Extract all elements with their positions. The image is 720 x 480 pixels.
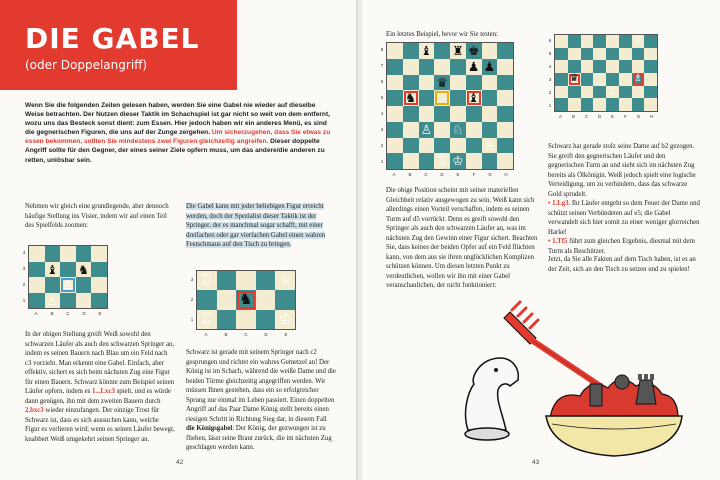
file-label: A: [204, 332, 208, 337]
col2-highlight-text: [186, 202, 336, 250]
board-square: [482, 75, 498, 91]
board-square: [606, 48, 619, 61]
board-square: [568, 60, 581, 73]
chapter-subtitle: (oder Doppelangriff): [25, 58, 148, 72]
white-rook-piece: ♖: [199, 309, 214, 328]
board-1-rank-labels: [21, 245, 27, 309]
r-col1-top-text: Ein letztes Beispiel, bevor wir Sie testen:: [386, 31, 498, 38]
intro-paragraph: [25, 101, 335, 165]
board-square: [593, 60, 606, 73]
file-label: C: [584, 114, 589, 119]
board-square: [76, 277, 92, 293]
left-page: [0, 0, 358, 480]
black-queen-piece: ♛: [436, 74, 448, 90]
rank-label: 1: [548, 102, 552, 108]
board-square: [497, 75, 513, 91]
board-square: [387, 59, 403, 75]
board-square: [256, 271, 276, 290]
file-label: G: [636, 114, 641, 119]
move-lg3: • 1.Lg3.: [548, 200, 571, 208]
board-square: [403, 153, 419, 169]
board-square: [466, 122, 482, 138]
col1-bottom-text-a: In der obigen Stellung greift Weiß sowohl den schwarzen Läufer als auch den schwarzen Springer an, indem es seinen Bauern nach Blau um ein Feld nach c3 vorzieht. Man erkennt eine Gabel. Einfach, aber effektiv, sichert es sich beim nächsten Zug eine Figur für einen Bauern. Schwarz könnte zum Beispiel seinen Läufer opfern, indem es: [25, 331, 175, 396]
board-square: [619, 98, 632, 111]
rank-label: 3: [380, 127, 384, 132]
file-label: B: [571, 114, 575, 119]
white-king-piece: ♔: [278, 309, 293, 328]
board-square: [497, 43, 513, 59]
file-label: C: [424, 172, 428, 177]
intro-text-1: Wenn Sie die folgenden Zeilen gelesen haben, werden Sie eine Gabel nie wieder auf dieselbe Weise betrachten. Der Nutzen dieser Taktik im Schachspiel ist gar nicht so weit von dem entfernt, wozu uns das Besteck sonst dient: zum Essen. Hier jedoch haben wir ein anderes Menü, es sind die gegnerischen Figuren, die uns auf der Zunge zergehen.: [25, 102, 330, 137]
black-king-piece: ♚: [467, 43, 480, 58]
white-rook-piece: ♖: [607, 85, 617, 97]
col2-bottom-text-b: : Der König, der gezwungen ist zu fliehen, lässt seine Braut zurück, die im nächsten Zug geschlagen werden kann.: [186, 425, 332, 452]
board-square: [91, 277, 107, 293]
board-square: [434, 43, 450, 59]
board-square: [434, 122, 450, 138]
board-square: [450, 75, 466, 91]
board-square: [256, 310, 276, 329]
rank-label: 2: [190, 297, 194, 302]
file-label: E: [284, 332, 288, 337]
r-col1-bottom-text: Die obige Position scheint mit seiner materiellen Gleichheit relativ ausgewogen zu sein. Weiß kann sich allerdings einen Vorteil verschaffen, indem es seinen Turm auf d5 vorrückt. Denn es greift sowohl den Springer als auch den schwarzen Läufer an, was im nächsten Zug den Gewinn einer Figur sichert. Beachten Sie, dass keines der beiden Opfer auf ein Feld flüchten kann, von dem aus sie ihren unglücklichen Komplizen schützen können. Um diesen letzten Punkt zu verdeutlichen, wollen wir ihn mit einer Gabel veranschaulichen, der nicht funktioniert:: [386, 187, 538, 290]
board-square: [619, 48, 632, 61]
board-square: [644, 73, 657, 86]
board-square: [450, 90, 466, 106]
rank-label: 6: [548, 37, 552, 43]
board-square: [217, 290, 237, 309]
file-label: A: [34, 311, 38, 316]
r-col2-text-a: Schwarz hat gerade stolz seine Dame auf b2 gezogen. Sie greift den gegnerischen Läufer und den gegnerischen Turm an und sieht sich im nächsten Zug bereits als Ölkönigin. Weiß jedoch spielt eine logische Verteidigung, um zu verhindern, dass das schwarze Gold sprudelt.: [548, 143, 696, 198]
intro-text-red: Um sicherzugehen, dass Sie etwas zu essen bekommen, sollten Sie mindestens zwei Figuren gleichzeitig angreifen.: [25, 129, 331, 146]
rank-label: 4: [548, 63, 552, 69]
white-king-piece: ♔: [452, 153, 464, 169]
highlight-square: [435, 91, 449, 105]
page-number-left: 42: [176, 459, 184, 466]
board-square: [76, 246, 92, 262]
board-square: [419, 138, 435, 154]
board-square: [466, 138, 482, 154]
board-square: [632, 48, 645, 61]
chessboard-1: [28, 245, 108, 309]
board-square: [29, 262, 45, 278]
file-label: H: [504, 172, 508, 177]
board-square: [387, 106, 403, 122]
board-square: [619, 60, 632, 73]
board-square: [555, 48, 568, 61]
board-square: [60, 246, 76, 262]
board-square: [91, 293, 107, 309]
board-square: [387, 75, 403, 91]
rank-label: 5: [380, 95, 384, 100]
board-square: [450, 59, 466, 75]
black-bishop-piece: ♝: [420, 43, 433, 58]
move-lxc3: 1...Lxc3: [92, 388, 115, 396]
board-square: [60, 262, 76, 278]
board-4-rank-labels: [547, 34, 553, 112]
board-square: [482, 90, 498, 106]
file-label: H: [649, 114, 654, 119]
board-square: [497, 90, 513, 106]
board-square: [419, 153, 435, 169]
board-square: [387, 43, 403, 59]
board-square: [581, 98, 594, 111]
page-number-right: 43: [532, 459, 540, 466]
board-square: [29, 293, 45, 309]
file-label: B: [50, 311, 54, 316]
col2-bottom-text-a: Schwarz ist gerade mit seinem Springer nach c2 gesprungen und richtet ein wahres Gemetzel an! Der König ist im Schach, während die weiße Dame und die beiden Türme gleichzeitig angegriffen werden. Wir müssen Ihnen gestehen, dass ein so erfolgreicher Sprung nur einmal im Leben passiert. Einen doppelten Angriff auf das Paar Dame König stellt bereits einen riesigen Schritt in Richtung Sieg dar, in diesem Fall: [186, 349, 336, 423]
board-square: [45, 277, 61, 293]
move-tf5: • 1.Tf5: [548, 238, 568, 246]
board-square: [568, 98, 581, 111]
r-col2-text-c: führt zum gleichen Ergebnis, diesmal mit dem Turm als Beschützer.: [548, 238, 695, 255]
board-square: [387, 138, 403, 154]
board-3-file-labels: [386, 172, 514, 179]
right-page: [362, 0, 720, 480]
board-square: [217, 271, 237, 290]
white-queen-piece: ♕: [278, 271, 293, 289]
board-square: [482, 153, 498, 169]
board-square: [497, 122, 513, 138]
board-square: [555, 60, 568, 73]
board-square: [619, 35, 632, 48]
rank-label: 8: [380, 47, 384, 52]
r-col2-end-text: Jetzt, da Sie alle Fakten auf dem Tisch haben, ist es an der Zeit, sich an den Tisch zu setzen und zu spielen!: [548, 256, 696, 273]
col1-bottom-text-b: spielt, und es würde dann genügen, ihn mit dem zweiten Bauern durch: [25, 388, 171, 405]
board-square: [466, 153, 482, 169]
board-square: [497, 59, 513, 75]
board-square: [419, 59, 435, 75]
r-col2-text-b: Ihr Läufer entgeht so dem Feuer der Dame und schützt seinen Verbündeten auf e5; die Gabel verwandelt sich hier somit zu einer weniger glorreichen Harke!: [548, 200, 700, 236]
col1-bottom-text-c: wieder einzufangen. Der einzige Trost für Schwarz ist, dass es sich aussuchen kann, welche Figur es verlieren wird; wenn es seinen Läufer bewegt, knabbert Weiß umgekehrt seinen Springer an.: [25, 407, 175, 443]
board-1-file-labels: [28, 311, 108, 318]
board-square: [497, 153, 513, 169]
black-pawn-piece: ♟: [467, 58, 480, 74]
board-square: [60, 293, 76, 309]
board-square: [593, 73, 606, 86]
board-square: [606, 98, 619, 111]
white-bishop-piece: ♗: [633, 73, 643, 84]
board-square: [45, 246, 61, 262]
board-square: [450, 106, 466, 122]
rank-label: 3: [548, 76, 552, 82]
file-label: A: [558, 114, 562, 119]
board-square: [403, 122, 419, 138]
white-knight-piece: ♘: [452, 121, 464, 137]
board-square: [644, 60, 657, 73]
board-square: [581, 35, 594, 48]
rank-label: 2: [380, 143, 384, 148]
board-square: [387, 90, 403, 106]
board-square: [236, 271, 256, 290]
file-label: D: [82, 311, 86, 316]
board-square: [275, 290, 295, 309]
black-queen-piece: ♛: [569, 73, 579, 84]
board-square: [644, 35, 657, 48]
white-rook-piece: ♖: [633, 35, 643, 46]
board-square: [593, 48, 606, 61]
col2-bottom-text: [186, 348, 336, 453]
board-square: [434, 138, 450, 154]
board-square: [644, 48, 657, 61]
rank-label: 1: [380, 159, 384, 164]
black-pawn-piece: ♟: [483, 58, 496, 74]
board-square: [434, 106, 450, 122]
board-square: [568, 48, 581, 61]
white-pawn-piece: ♙: [62, 277, 74, 292]
board-square: [632, 98, 645, 111]
r-col2-text: [548, 142, 700, 256]
board-square: [632, 86, 645, 99]
board-square: [76, 293, 92, 309]
fork-bowl-illustration: [440, 300, 690, 460]
black-knight-piece: ♞: [78, 261, 90, 277]
black-bishop-piece: ♝: [46, 261, 58, 277]
board-square: [29, 246, 45, 262]
file-label: D: [597, 114, 602, 119]
black-knight-piece: ♞: [239, 290, 253, 309]
white-pawn-piece: ♙: [46, 292, 58, 308]
board-square: [466, 106, 482, 122]
bowl-icon: [546, 374, 682, 456]
file-label: B: [408, 172, 412, 177]
board-square: [606, 35, 619, 48]
file-label: C: [66, 311, 70, 316]
board-square: [403, 75, 419, 91]
board-square: [644, 98, 657, 111]
board-square: [555, 35, 568, 48]
board-square: [581, 48, 594, 61]
intro-text-2: Dieser doppelte Angriff sollte für den Gegner, der eines seiner Ziele opfern muss, um das andere/die anderen zu retten, unlösbar sein.: [25, 138, 325, 164]
chessboard-2: [196, 270, 296, 330]
board-square: [632, 60, 645, 73]
board-square: [197, 290, 217, 309]
rank-label: 5: [548, 50, 552, 56]
chessboard-3: [386, 42, 514, 170]
board-square: [568, 86, 581, 99]
rank-label: 1: [190, 317, 194, 322]
board-square: [555, 86, 568, 99]
board-square: [619, 73, 632, 86]
board-square: [482, 43, 498, 59]
board-square: [593, 98, 606, 111]
white-rook-piece: ♖: [436, 153, 448, 169]
board-4-file-labels: [554, 114, 658, 121]
rank-label: 4: [380, 111, 384, 116]
board-square: [593, 86, 606, 99]
file-label: E: [610, 114, 614, 119]
board-3-rank-labels: [379, 42, 385, 170]
file-label: D: [264, 332, 268, 337]
file-label: C: [244, 332, 248, 337]
move-bxc3: 2.bxc3: [25, 407, 44, 415]
file-label: B: [224, 332, 228, 337]
col1-bottom-text: [25, 330, 175, 444]
file-label: E: [98, 311, 102, 316]
board-square: [419, 75, 435, 91]
board-square: [482, 106, 498, 122]
board-2-rank-labels: [189, 270, 195, 330]
file-label: A: [392, 172, 396, 177]
board-square: [387, 122, 403, 138]
black-rook-piece: ♜: [452, 43, 464, 58]
title-banner: [0, 0, 237, 90]
board-square: [482, 122, 498, 138]
file-label: G: [488, 172, 492, 177]
file-label: F: [624, 114, 627, 119]
board-square: [450, 138, 466, 154]
board-square: [497, 138, 513, 154]
board-square: [555, 98, 568, 111]
white-pawn-piece: ♙: [420, 121, 433, 137]
board-square: [29, 277, 45, 293]
board-square: [581, 86, 594, 99]
board-square: [403, 106, 419, 122]
white-rook-piece: ♖: [199, 271, 214, 289]
board-square: [419, 106, 435, 122]
rank-label: 2: [548, 89, 552, 95]
board-square: [387, 153, 403, 169]
file-label: E: [456, 172, 460, 177]
board-square: [91, 262, 107, 278]
board-square: [644, 86, 657, 99]
board-square: [568, 35, 581, 48]
black-bishop-piece: ♝: [467, 90, 480, 106]
board-square: [403, 138, 419, 154]
highlighted-paragraph: Die Gabel kann mit jeder beliebigen Figur erreicht werden, doch der Spezialist dieser Taktik ist der Springer, der es manchmal sogar schafft, mit einer dreifachen oder gar vierfachen Gabel einen wahren Festschmaus auf den Tisch zu bringen.: [186, 203, 326, 249]
chessboard-4: [554, 34, 658, 112]
rank-label: 1: [22, 298, 26, 303]
board-square: [497, 106, 513, 122]
chapter-title: DIE GABEL: [25, 22, 200, 55]
file-label: F: [472, 172, 476, 177]
white-knight-icon: [465, 358, 518, 440]
board-square: [555, 73, 568, 86]
board-square: [403, 43, 419, 59]
board-square: [236, 310, 256, 329]
board-square: [606, 73, 619, 86]
rank-label: 4: [22, 250, 26, 255]
rank-label: 3: [22, 266, 26, 271]
board-square: [419, 90, 435, 106]
board-square: [217, 310, 237, 329]
board-square: [606, 60, 619, 73]
board-square: [256, 290, 276, 309]
board-square: [403, 59, 419, 75]
koenigsgabel-term: die Königsgabel: [186, 425, 233, 433]
rank-label: 7: [380, 63, 384, 68]
board-square: [593, 35, 606, 48]
rank-label: 3: [190, 277, 194, 282]
rank-label: 2: [22, 282, 26, 287]
board-square: [581, 60, 594, 73]
black-knight-piece: ♞: [404, 90, 417, 106]
board-square: [581, 73, 594, 86]
board-square: [466, 75, 482, 91]
file-label: D: [440, 172, 444, 177]
board-square: [434, 59, 450, 75]
rank-label: 6: [380, 79, 384, 84]
board-2-file-labels: [196, 332, 296, 339]
board-square: [91, 246, 107, 262]
board-square: [619, 86, 632, 99]
col1-top-text: Nehmen wir gleich eine grundlegende, aber dennoch häufige Stellung ins Visier, indem wir auf einen Teil des Spielfelds zoomen:: [25, 203, 169, 230]
white-pawn-piece: ♙: [483, 137, 496, 153]
